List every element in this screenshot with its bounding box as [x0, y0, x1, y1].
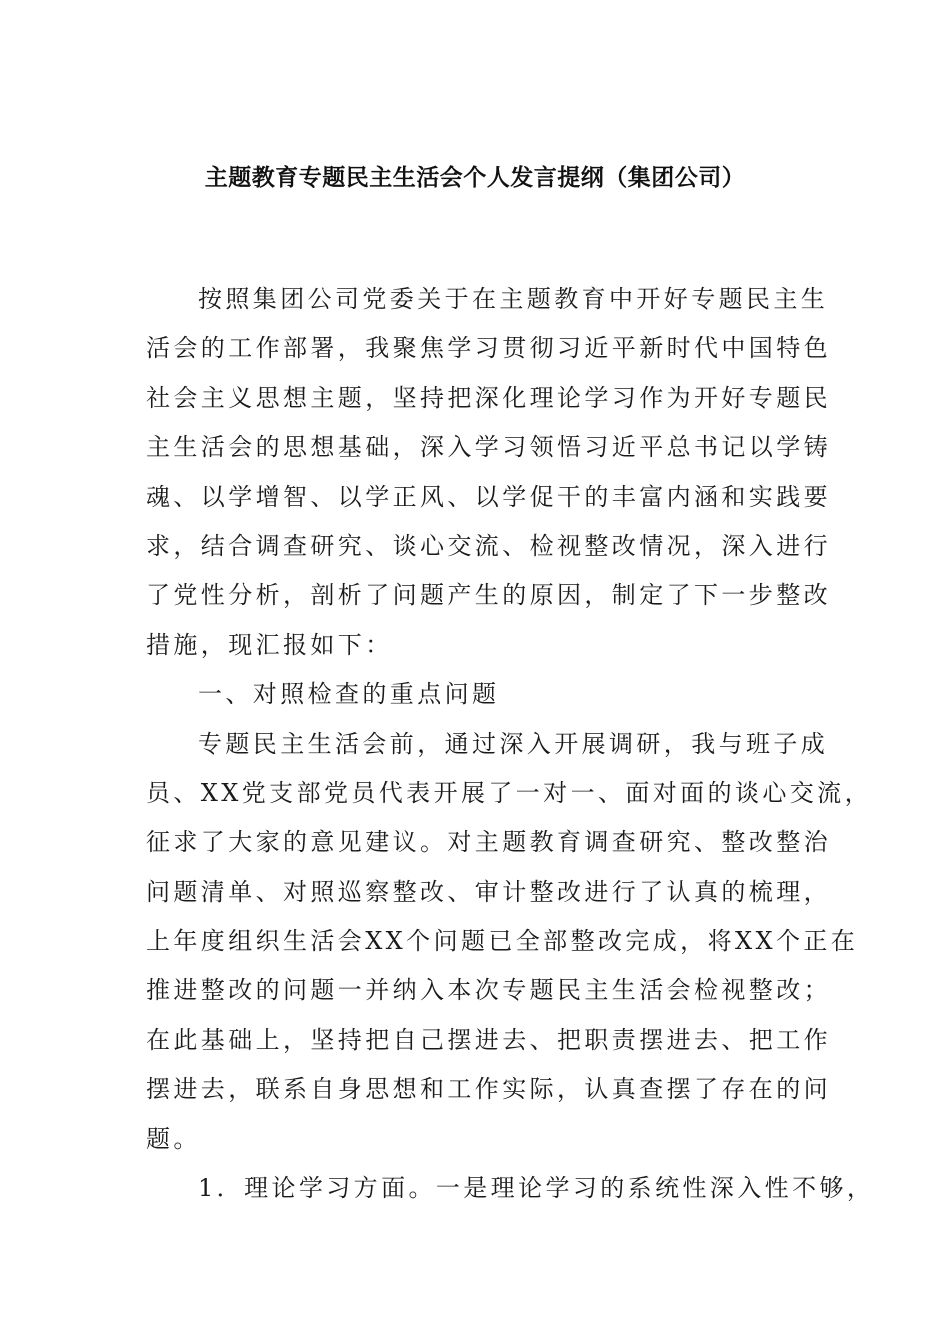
- paragraph-intro-line-8: 措施，现汇报如下：: [146, 630, 393, 659]
- paragraph-review-line-2: 员、XX党支部党员代表开展了一对一、面对面的谈心交流，: [146, 778, 872, 807]
- paragraph-review-line-9: 题。: [146, 1124, 201, 1153]
- paragraph-review-line-6: 推进整改的问题一并纳入本次专题民主生活会检视整改；: [146, 976, 831, 1005]
- paragraph-intro-line-7: 了党性分析，剖析了问题产生的原因，制定了下一步整改: [146, 581, 831, 610]
- paragraph-intro-line-4: 主生活会的思想基础，深入学习领悟习近平总书记以学铸: [146, 433, 831, 462]
- paragraph-review-line-5: 上年度组织生活会XX个问题已全部整改完成，将XX个正在: [146, 927, 859, 956]
- document-body: [146, 275, 875, 1213]
- paragraph-intro-line-1: 按照集团公司党委关于在主题教育中开好专题民主生: [198, 285, 829, 313]
- paragraph-intro-line-6: 求，结合调查研究、谈心交流、检视整改情况，深入进行: [146, 531, 831, 560]
- paragraph-theory-line-1: 1．理论学习方面。一是理论学习的系统性深入性不够，: [198, 1174, 875, 1203]
- paragraph-review-line-7: 在此基础上，坚持把自己摆进去、把职责摆进去、把工作: [146, 1025, 831, 1054]
- paragraph-intro-line-3: 社会主义思想主题，坚持把深化理论学习作为开好专题民: [146, 383, 831, 412]
- paragraph-review-line-3: 征求了大家的意见建议。对主题教育调查研究、整改整治: [146, 828, 831, 857]
- document-title: 主题教育专题民主生活会个人发言提纲（集团公司）: [204, 164, 746, 191]
- paragraph-review-line-1: 专题民主生活会前，通过深入开展调研，我与班子成: [198, 729, 829, 758]
- paragraph-review-line-4: 问题清单、对照巡察整改、审计整改进行了认真的梳理，: [146, 877, 831, 906]
- paragraph-intro-line-5: 魂、以学增智、以学正风、以学促干的丰富内涵和实践要: [146, 482, 831, 511]
- paragraph-review-line-8: 摆进去，联系自身思想和工作实际，认真查摆了存在的问: [146, 1075, 831, 1104]
- section-heading: 一、对照检查的重点问题: [198, 680, 500, 709]
- paragraph-intro-line-2: 活会的工作部署，我聚焦学习贯彻习近平新时代中国特色: [146, 334, 831, 363]
